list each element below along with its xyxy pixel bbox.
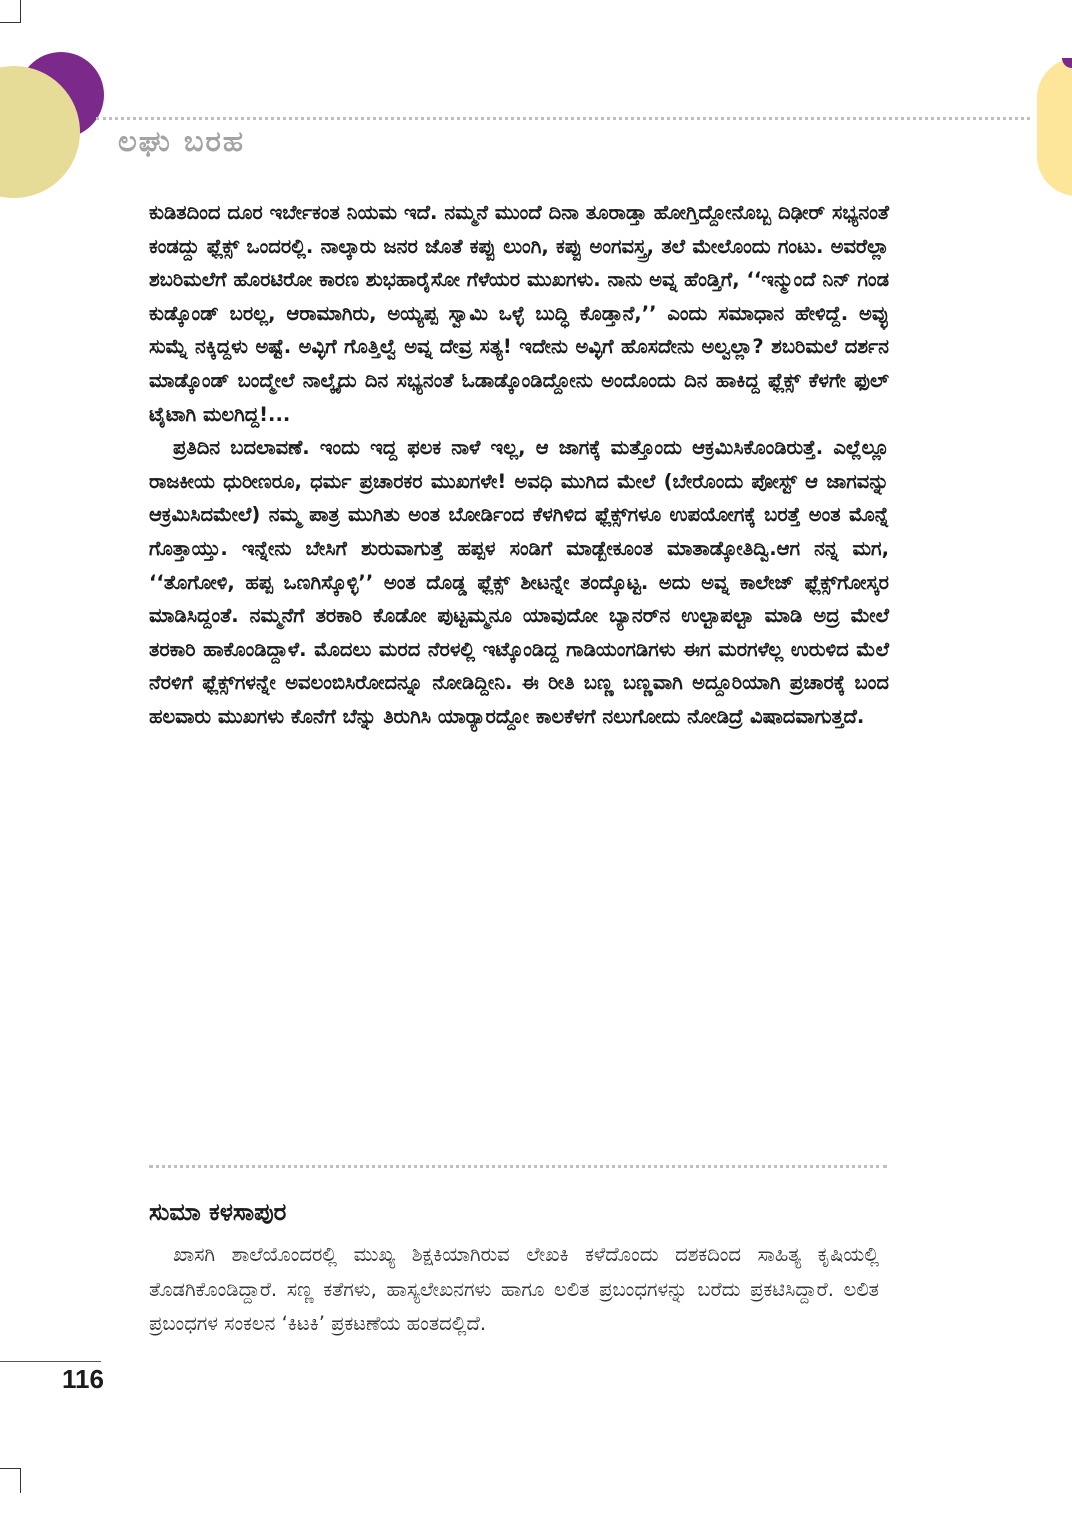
article-paragraph: ಕುಡಿತದಿಂದ ದೂರ ಇರ್ಬೇಕಂತ ನಿಯಮ ಇದೆ. ನಮ್ಮನೆ ಮುಂದೆ ದಿನಾ ತೂರಾಡ್ತಾ ಹೋಗ್ತಿದ್ದೋನೊಬ್ಬ ದಿಢೀರ್ ಸಭ್ಯನಂತೆ ಕಂಡದ್ದು ಫ್ಲೆಕ್ಸ್ ಒಂದರಲ್ಲಿ. ನಾಲ್ಕಾರು ಜನರ ಜೊತೆ ಕಪ್ಪು ಲುಂಗಿ, ಕಪ್ಪು ಅಂಗವಸ್ತ್ರ, ತಲೆ ಮೇಲೊಂದು ಗಂಟು. ಅವರೆಲ್ಲಾ ಶಬರಿಮಲೆಗೆ ಹೊರಟಿರೋ ಕಾರಣ ಶುಭಹಾರೈಸೋ ಗೆಳೆಯರ ಮುಖಗಳು. ನಾನು ಅವ್ನ ಹೆಂಡ್ತಿಗೆ, ‘‘ಇನ್ಮುಂದೆ ನಿನ್ ಗಂಡ ಕುಡ್ಕೊಂಡ್ ಬರಲ್ಲ, ಆರಾಮಾಗಿರು, ಅಯ್ಯಪ್ಪ ಸ್ವಾಮಿ ಒಳ್ಳೆ ಬುದ್ಧಿ ಕೊಡ್ತಾನೆ,’’ ಎಂದು ಸಮಾಧಾನ ಹೇಳಿದ್ದೆ. ಅವ್ಳು ಸುಮ್ನೆ ನಕ್ಕಿದ್ದಳು ಅಷ್ಟೆ. ಅವ್ಳಿಗೆ ಗೊತ್ತಿಲ್ವೆ ಅವ್ನ ದೇವ್ರ ಸತ್ಯ! ಇದೇನು ಅವ್ಳಿಗೆ ಹೊಸದೇನು ಅಲ್ವಲ್ಲಾ? ಶಬರಿಮಲೆ ದರ್ಶನ ಮಾಡ್ಕೊಂಡ್ ಬಂದ್ಮೇಲೆ ನಾಲ್ಕೈದು ದಿನ ಸಭ್ಯನಂತೆ ಓಡಾಡ್ಕೊಂಡಿದ್ದೋನು ಅಂದೊಂದು ದಿನ ಹಾಕಿದ್ದ ಫ್ಲೆಕ್ಸ್ ಕೆಳಗೇ ಫುಲ್ ಟೈಟಾಗಿ ಮಲಗಿದ್ದ!... <box>149 201 896 426</box>
article-body <box>149 196 896 734</box>
decorative-yellow-tab <box>1037 58 1072 196</box>
article-paragraph: ಪ್ರತಿದಿನ ಬದಲಾವಣೆ. ಇಂದು ಇದ್ದ ಫಲಕ ನಾಳೆ ಇಲ್ಲ, ಆ ಜಾಗಕ್ಕೆ ಮತ್ತೊಂದು ಆಕ್ರಮಿಸಿಕೊಂಡಿರುತ್ತೆ. ಎಲ್ಲೆಲ್ಲೂ ರಾಜಕೀಯ ಧುರೀಣರೂ, ಧರ್ಮ ಪ್ರಚಾರಕರ ಮುಖಗಳೇ! ಅವಧಿ ಮುಗಿದ ಮೇಲೆ (ಬೇರೊಂದು ಪೋಸ್ಟ್ ಆ ಜಾಗವನ್ನು ಆಕ್ರಮಿಸಿದಮೇಲೆ) ನಮ್ಮ ಪಾತ್ರ ಮುಗಿತು ಅಂತ ಬೋರ್ಡಿಂದ ಕೆಳಗಿಳಿದ ಫ್ಲೆಕ್ಸ್‌ಗಳೂ ಉಪಯೋಗಕ್ಕೆ ಬರತ್ತೆ ಅಂತ ಮೊನ್ನೆ ಗೊತ್ತಾಯ್ತು. ಇನ್ನೇನು ಬೇಸಿಗೆ ಶುರುವಾಗುತ್ತೆ ಹಪ್ಪಳ ಸಂಡಿಗೆ ಮಾಡ್ಬೇಕೂಂತ ಮಾತಾಡ್ಕೋತಿದ್ವಿ.ಆಗ ನನ್ನ ಮಗ, ‘‘ತೊಗೋಳಿ, ಹಪ್ಪ ಒಣಗಿಸ್ಕೊಳ್ಳಿ’’ ಅಂತ ದೊಡ್ಡ ಫ್ಲೆಕ್ಸ್ ಶೀಟನ್ನೇ ತಂದ್ಕೊಟ್ಟ. ಅದು ಅವ್ನ ಕಾಲೇಜ್ ಫ್ಲೆಕ್ಸ್‌ಗೋಸ್ಕರ ಮಾಡಿಸಿದ್ದಂತೆ. ನಮ್ಮನೆಗೆ ತರಕಾರಿ ಕೊಡೋ ಪುಟ್ಟಮ್ಮನೂ ಯಾವುದೋ ಬ್ಯಾನರ್‌ನ ಉಲ್ಟಾಪಲ್ಟಾ ಮಾಡಿ ಅದ್ರ ಮೇಲೆ ತರಕಾರಿ ಹಾಕೊಂಡಿದ್ದಾಳೆ. ಮೊದಲು ಮರದ ನೆರಳಲ್ಲಿ ಇಟ್ಕೊಂಡಿದ್ದ ಗಾಡಿಯಂಗಡಿಗಳು ಈಗ ಮರಗಳೆಲ್ಲ ಉರುಳಿದ ಮೆಲೆ ನೆರಳಿಗೆ ಫ್ಲೆಕ್ಸ್‌ಗಳನ್ನೇ ಅವಲಂಬಿಸಿರೋದನ್ನೂ ನೋಡಿದ್ದೀನಿ. ಈ ರೀತಿ ಬಣ್ಣ ಬಣ್ಣವಾಗಿ ಅದ್ದೂರಿಯಾಗಿ ಪ್ರಚಾರಕ್ಕೆ ಬಂದ ಹಲವಾರು ಮುಖಗಳು ಕೊನೆಗೆ ಬೆನ್ನು ತಿರುಗಿಸಿ ಯಾರ್‍ಯಾರದ್ದೋ ಕಾಲಕೆಳಗೆ ನಲುಗೋದು ನೋಡಿದ್ರೆ ವಿಷಾದವಾಗುತ್ತದೆ. <box>149 436 896 728</box>
page-number-rule <box>0 1361 101 1362</box>
crop-mark-top-left <box>0 0 21 23</box>
crop-mark-bottom-left <box>0 1468 21 1493</box>
section-title: ಲಘು ಬರಹ <box>118 124 245 158</box>
header-dotted-divider <box>96 117 1030 120</box>
author-dotted-divider <box>149 1165 887 1168</box>
author-name: ಸುಮಾ ಕಳಸಾಪುರ <box>149 1198 287 1226</box>
page-number: 116 <box>62 1364 104 1394</box>
author-bio: ಖಾಸಗಿ ಶಾಲೆಯೊಂದರಲ್ಲಿ ಮುಖ್ಯ ಶಿಕ್ಷಕಿಯಾಗಿರುವ ಲೇಖಕಿ ಕಳೆದೊಂದು ದಶಕದಿಂದ ಸಾಹಿತ್ಯ ಕೃಷಿಯಲ್ಲಿ ತೊಡಗಿಕೊಂಡಿದ್ದಾರೆ. ಸಣ್ಣ ಕತೆಗಳು, ಹಾಸ್ಯಲೇಖನಗಳು ಹಾಗೂ ಲಲಿತ ಪ್ರಬಂಧಗಳನ್ನು ಬರೆದು ಪ್ರಕಟಿಸಿದ್ದಾರೆ. ಲಲಿತ ಪ್ರಬಂಧಗಳ ಸಂಕಲನ ‘ಕಿಟಕಿ’ ಪ್ರಕಟಣೆಯ ಹಂತದಲ್ಲಿದೆ. <box>149 1243 879 1335</box>
